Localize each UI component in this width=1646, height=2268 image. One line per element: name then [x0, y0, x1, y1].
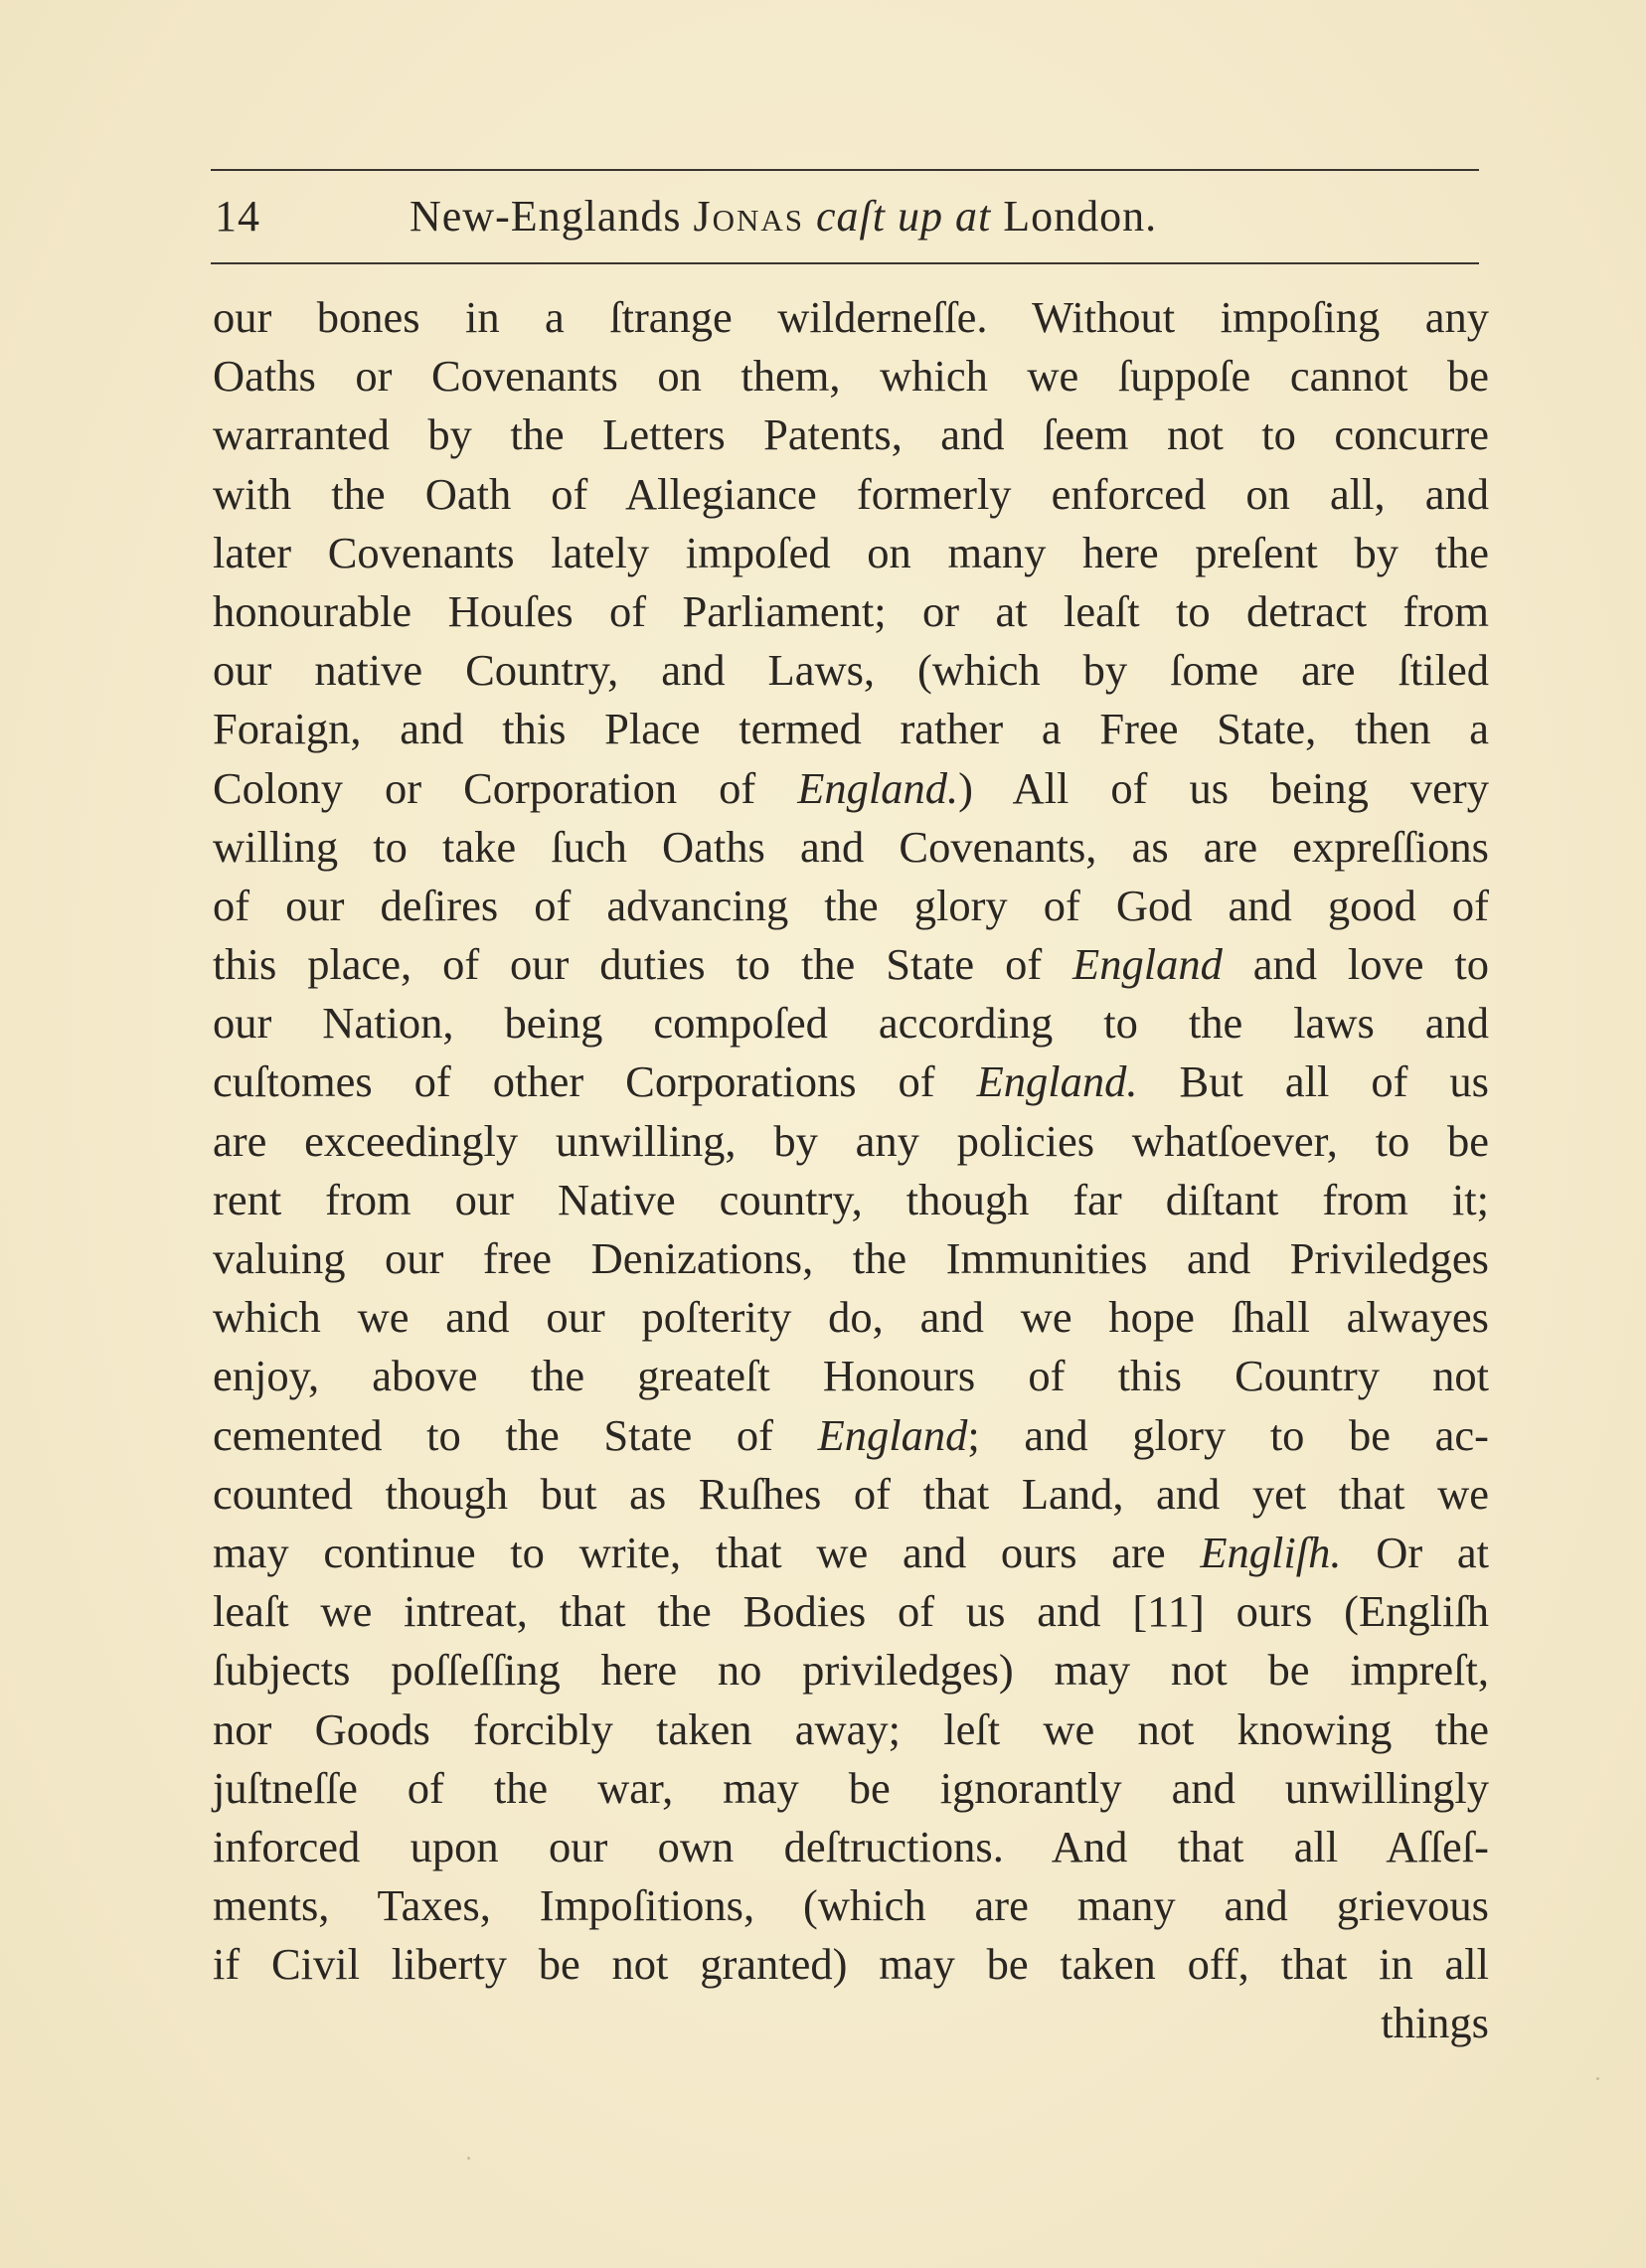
running-title-smallcaps: Jonas [693, 192, 805, 241]
text-line: honourable Houſes of Parliament; or at leaſt to detract from [213, 585, 1489, 636]
text-line: if Civil liberty be not granted) may be taken off, that in all [213, 1939, 1489, 1990]
header-rule-top [211, 169, 1479, 171]
paper-speck [1596, 2077, 1599, 2080]
running-title-italic: caſt up at [804, 192, 992, 241]
text-line: nor Goods forcibly taken away; leſt we not knowing the [213, 1703, 1489, 1754]
text-line: Colony or Corporation of England.) All of us being very [213, 762, 1489, 813]
text-line: willing to take ſuch Oaths and Covenants, as are expreſſions [213, 821, 1489, 872]
italic-place-name: England [1072, 939, 1223, 990]
text-line: inforced upon our own deſtructions. And that all Aſſeſ- [213, 1821, 1489, 1871]
text-line: valuing our free Denizations, the Immunities and Priviledges [213, 1233, 1489, 1283]
italic-place-name: England [817, 1409, 968, 1460]
text-line: this place, of our duties to the State of England and love to [213, 939, 1490, 990]
italic-place-name: England. [797, 762, 959, 813]
text-line: Foraign, and this Place termed rather a Free State, then a [213, 704, 1489, 754]
running-title-end: London. [991, 192, 1158, 241]
header-rule-bottom [211, 262, 1479, 264]
body-text [213, 288, 1489, 2053]
text-line: our bones in a ſtrange wilderneſſe. Without impoſing any [213, 292, 1489, 342]
text-line: warranted by the Letters Patents, and ſeem not to concurre [213, 409, 1489, 460]
text-line: of our deſires of advancing the glory of God and good of [213, 880, 1489, 930]
page-number: 14 [215, 192, 260, 241]
text-line: our Nation, being compoſed according to the laws and [213, 998, 1489, 1049]
text-line: leaſt we intreat, that the Bodies of us and [11] ours (Engliſh [213, 1586, 1489, 1637]
running-title-start: New-Englands [410, 192, 694, 241]
text-line: rent from our Native country, though far diſtant from it; [213, 1174, 1489, 1224]
running-header [211, 183, 1479, 252]
text-line: cuſtomes of other Corporations of England. But all of us [213, 1056, 1489, 1107]
text-line: ſubjects poſſeſſing here no priviledges) may not be impreſt, [213, 1645, 1489, 1696]
text-line: which we and our poſterity do, and we hope ſhall alwayes [213, 1292, 1489, 1343]
text-line: enjoy, above the greateſt Honours of this Country not [213, 1351, 1489, 1401]
text-line: cemented to the State of England; and glory to be ac- [213, 1409, 1489, 1460]
text-line: later Covenants lately impoſed on many here preſent by the [213, 527, 1489, 577]
italic-place-name: England. [976, 1056, 1138, 1107]
text-line: juſtneſſe of the war, may be ignorantly and unwillingly [213, 1762, 1489, 1813]
text-line: ments, Taxes, Impoſitions, (which are many and grievous [213, 1880, 1489, 1931]
text-line: counted though but as Ruſhes of that Land, and yet that we [213, 1468, 1489, 1519]
catchword: things [1381, 1998, 1489, 2048]
text-line: Oaths or Covenants on them, which we ſuppoſe cannot be [213, 351, 1489, 402]
italic-word: Engliſh. [1200, 1527, 1342, 1577]
running-title [410, 191, 1157, 242]
paper-speck [467, 2157, 470, 2160]
text-line: may continue to write, that we and ours are Engliſh. Or at [213, 1527, 1489, 1577]
text-line: are exceedingly unwilling, by any policies whatſoever, to be [213, 1115, 1489, 1166]
text-line: our native Country, and Laws, (which by ſome are ſtiled [213, 645, 1489, 696]
text-line: with the Oath of Allegiance formerly enforced on all, and [213, 468, 1489, 519]
